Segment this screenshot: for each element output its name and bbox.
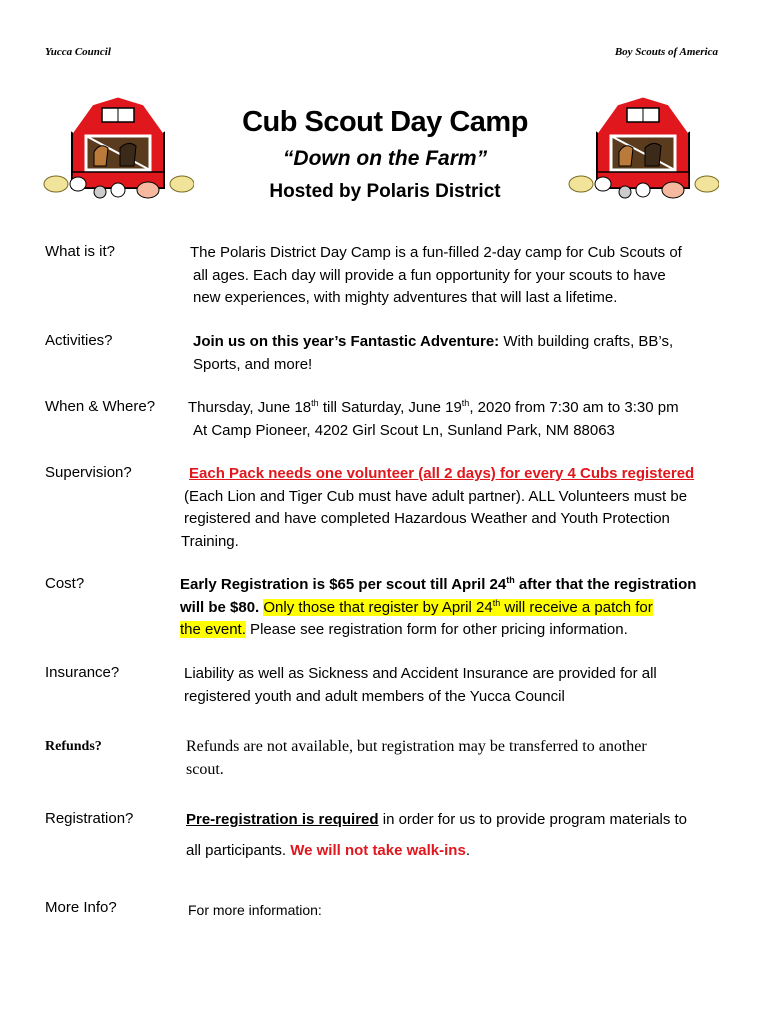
- cost-patch-1: Only those that register by April 24: [263, 598, 493, 616]
- label-activities: Activities?: [45, 332, 113, 349]
- body-refunds: [186, 736, 647, 781]
- cost-pricing-note: Please see registration form for other pricing information.: [245, 621, 628, 638]
- registration-no-walkins: We will not take walk-ins: [290, 841, 466, 859]
- body-registration: [186, 809, 687, 862]
- label-what: What is it?: [45, 243, 116, 260]
- body-cost: [180, 574, 696, 642]
- barn-illustration-right: [567, 92, 719, 204]
- supervision-requirement: Each Pack needs one volunteer (all 2 days) for every 4 Cubs registered: [189, 465, 695, 482]
- header-left: Yucca Council: [45, 46, 111, 58]
- label-insurance: Insurance?: [45, 664, 120, 681]
- body-supervision: [181, 463, 694, 553]
- body-what: [190, 242, 682, 310]
- what-line-2: all ages. Each day will provide a fun opportunity for your scouts to have: [193, 266, 666, 284]
- activities-line-2: Sports, and more!: [193, 355, 313, 373]
- body-insurance: [184, 663, 657, 708]
- refunds-line-1: Refunds are not available, but registration may be transferred to another: [186, 738, 647, 755]
- label-registration: Registration?: [45, 810, 134, 827]
- when-location: At Camp Pioneer, 4202 Girl Scout Ln, Sunland Park, NM 88063: [193, 421, 615, 439]
- barn-illustration-left: [42, 92, 194, 204]
- label-supervision: Supervision?: [45, 464, 132, 481]
- page-subtitle: “Down on the Farm”: [282, 147, 488, 170]
- what-line-3: new experiences, with mighty adventures that will last a lifetime.: [193, 289, 618, 306]
- cost-late: will be $80.: [180, 598, 260, 616]
- when-sup-1: th: [311, 398, 319, 408]
- when-date-2: till Saturday, June 19: [318, 399, 462, 416]
- supervision-line-4: Training.: [181, 532, 239, 550]
- label-more-info: More Info?: [45, 899, 117, 916]
- cost-after: after that the registration: [514, 576, 697, 593]
- cost-sup: th: [506, 575, 515, 585]
- insurance-line-2: registered youth and adult members of the Yucca Council: [184, 687, 565, 705]
- body-more-info: For more information:: [188, 902, 322, 918]
- cost-patch-2: will receive a patch for: [500, 598, 653, 616]
- activities-bold: Join us on this year’s Fantastic Adventure:: [193, 333, 500, 350]
- refunds-line-2: scout.: [186, 760, 224, 778]
- insurance-line-1: Liability as well as Sickness and Accident Insurance are provided for all: [184, 665, 657, 682]
- hosted-by: Hosted by Polaris District: [269, 181, 501, 202]
- label-cost: Cost?: [45, 575, 85, 592]
- when-time: , 2020 from 7:30 am to 3:30 pm: [469, 399, 679, 416]
- registration-rest: in order for us to provide program materials to: [378, 811, 688, 828]
- cost-early: Early Registration is $65 per scout till April 24: [180, 576, 507, 593]
- label-refunds: Refunds?: [45, 739, 102, 754]
- header-right: Boy Scouts of America: [614, 46, 718, 58]
- body-activities: [193, 331, 673, 376]
- title-block: [200, 106, 570, 203]
- activities-rest: With building crafts, BB’s,: [499, 333, 674, 350]
- registration-period: .: [465, 841, 470, 859]
- cost-patch-sup: th: [492, 597, 501, 608]
- body-when: [188, 397, 679, 442]
- supervision-line-2: (Each Lion and Tiger Cub must have adult partner). ALL Volunteers must be: [184, 487, 688, 505]
- registration-required: Pre-registration is required: [186, 811, 379, 828]
- cost-patch-3: the event.: [180, 621, 246, 638]
- what-line-1: The Polaris District Day Camp is a fun-filled 2-day camp for Cub Scouts of: [190, 244, 682, 261]
- registration-participants: all participants.: [186, 841, 291, 859]
- page-title: Cub Scout Day Camp: [242, 106, 528, 138]
- supervision-line-3: registered and have completed Hazardous Weather and Youth Protection: [184, 510, 670, 527]
- when-sup-2: th: [461, 398, 470, 408]
- when-date-1: Thursday, June 18: [188, 399, 312, 416]
- label-when: When & Where?: [45, 398, 156, 415]
